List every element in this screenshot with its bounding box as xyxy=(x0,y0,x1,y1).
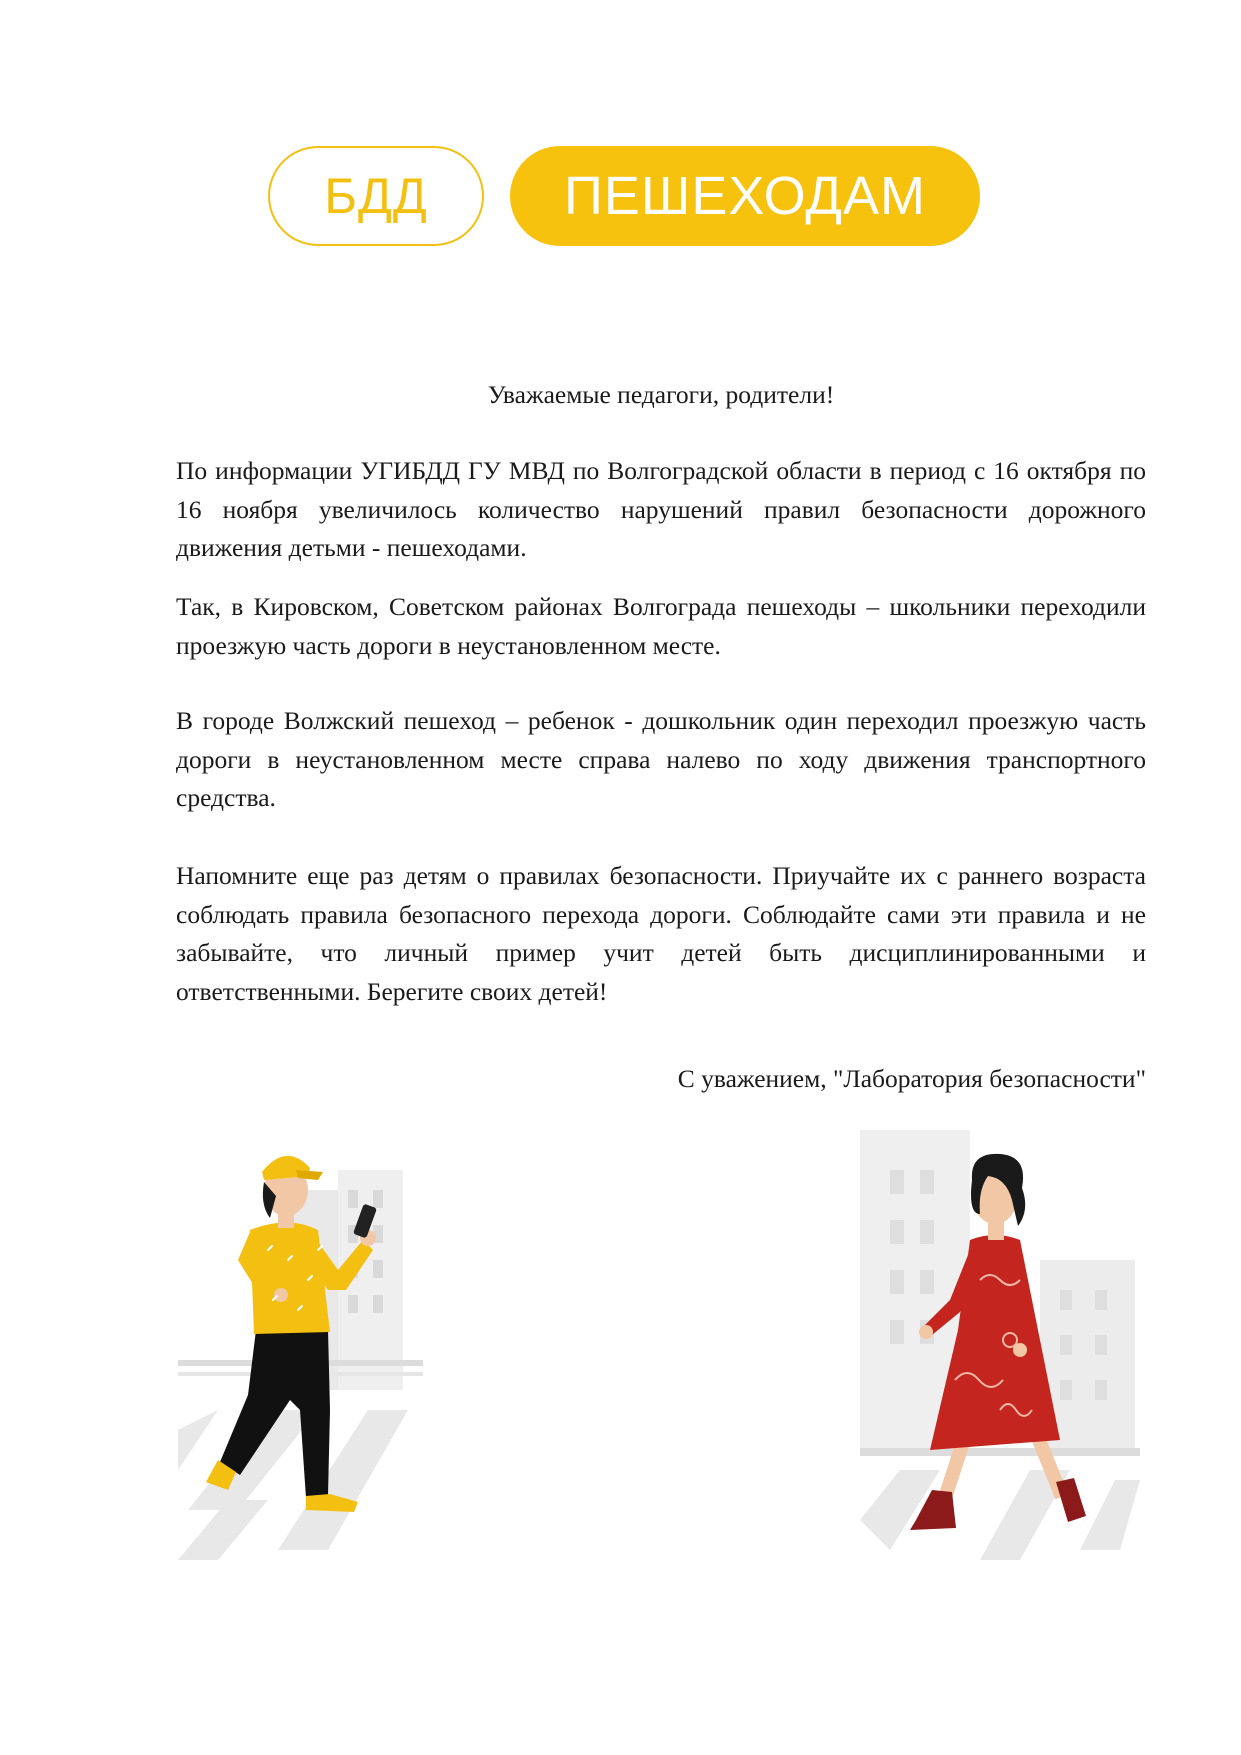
paragraph-2: Так, в Кировском, Советском районах Волгограда пешеходы – школьники переходили проезжую часть дороги в неустановленном месте. xyxy=(176,592,1146,660)
boy-with-phone-illustration xyxy=(178,1110,428,1570)
greeting: Уважаемые педагоги, родители! xyxy=(487,380,835,409)
paragraph-1: По информации УГИБДД ГУ МВД по Волгоградской области в период с 16 октября по 16 ноября увеличилось количество нарушений правил безопасности дорожного движения детьми - пешеходами. xyxy=(176,456,1146,562)
bdd-label: БДД xyxy=(268,146,484,246)
woman-in-red-dress-illustration xyxy=(860,1130,1140,1570)
signature: С уважением, "Лаборатория безопасности" xyxy=(677,1064,1146,1093)
paragraph-4: Напомните еще раз детям о правилах безопасности. Приучайте их с раннего возраста соблюдать правила безопасного перехода дороги. Соблюдайте сами эти правила и не забывайте, что личный пример учит детей быть дисциплинированными и ответственными. Берегите своих детей! xyxy=(176,861,1146,1006)
pedestrians-label: ПЕШЕХОДАМ xyxy=(510,146,980,246)
paragraph-3: В городе Волжский пешеход – ребенок - дошкольник один переходил проезжую часть дороги в неустановленном месте справа налево по ходу движения транспортного средства. xyxy=(176,706,1146,812)
